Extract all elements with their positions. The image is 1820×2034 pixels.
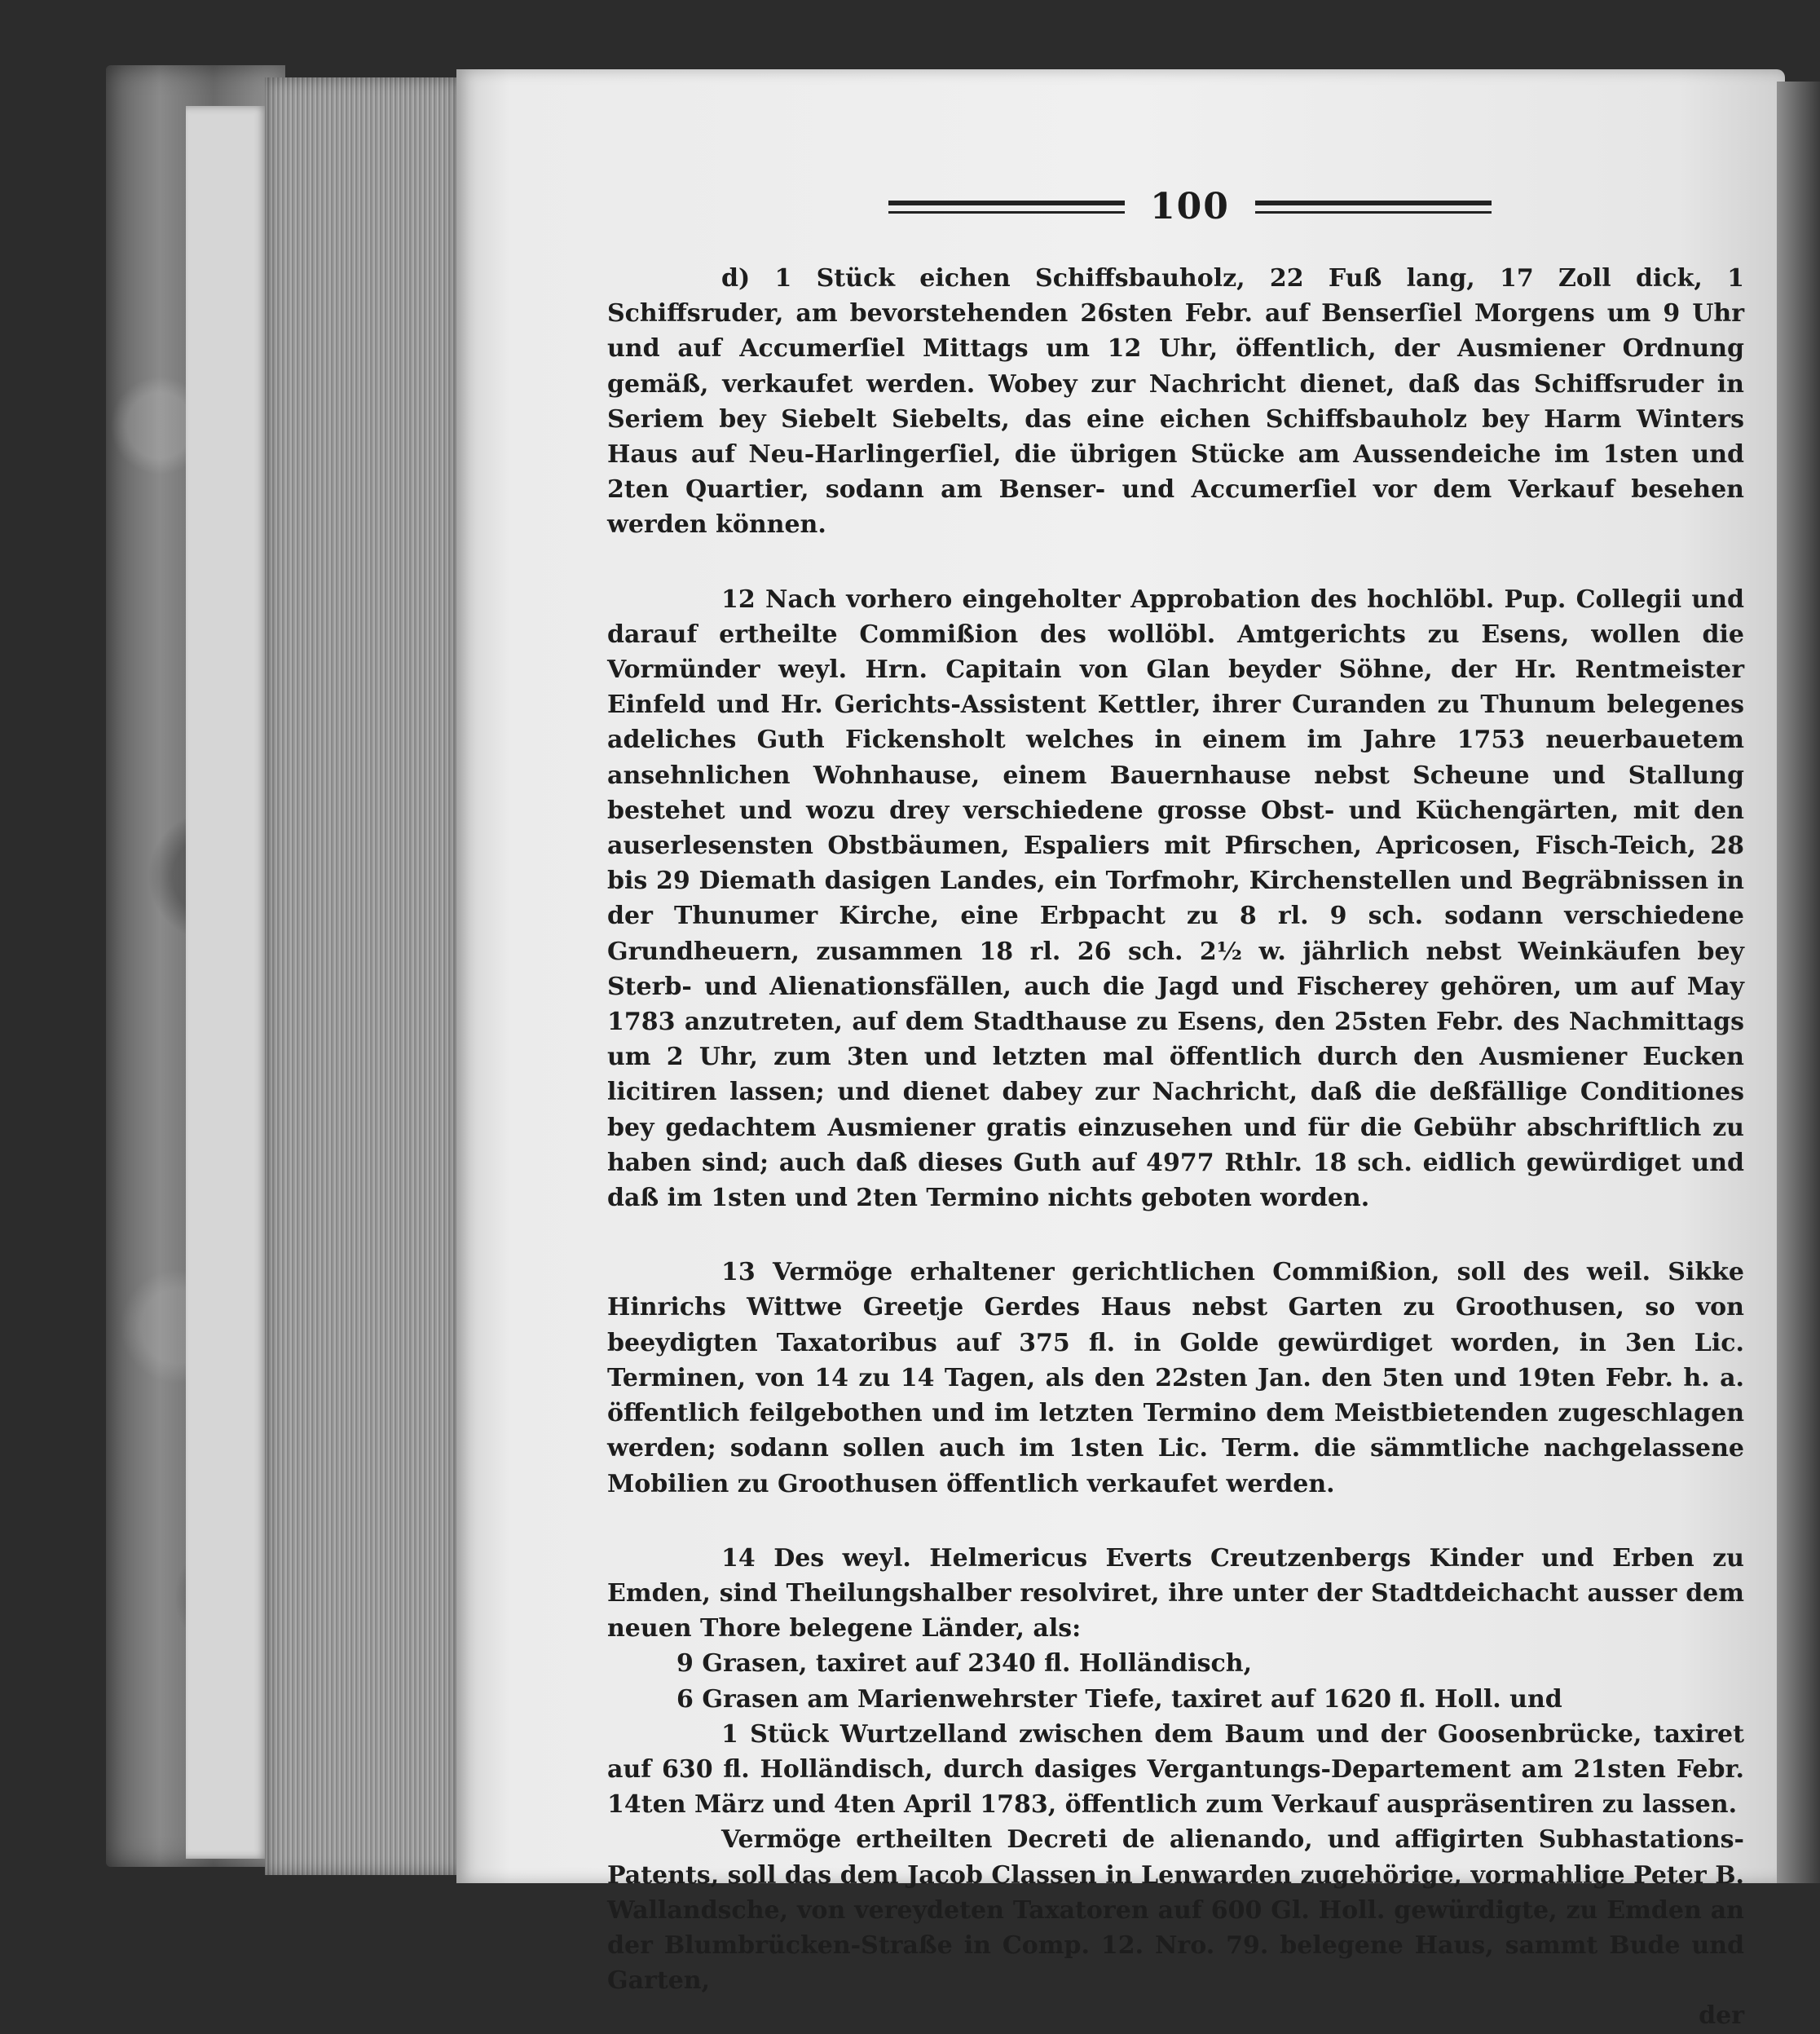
- paragraph-15: Vermöge ertheilten Decreti de alienando, und affigirten Subhastations-Patents, soll das dem Jacob Classen in Lenwarden zugehörige, vormahlige Peter B. Wallandsche, von vereydeten Taxatoren auf 600 Gl. Holl. gewürdigte, zu Emden an der Blumbrücken-Straße in Comp. 12. Nro. 79. belegene Haus, sammt Bude und Garten,: [607, 1825, 1744, 1996]
- paragraph-13: 13 Vermöge erhaltener gerichtlichen Commißion, soll des weil. Sikke Hinrichs Wittwe Greetje Gerdes Haus nebst Garten zu Groothusen, so von beeydigten Taxatoribus auf 375 fl. in Golde gewürdiget worden, in 3en Lic. Terminen, von 14 zu 14 Tagen, als den 22sten Jan. den 5ten und 19ten Febr. h. a. öffentlich feilgebothen und im letzten Termino dem Meistbietenden zugeschlagen werden; sodann sollen auch im 1sten Lic. Term. die sämmtliche nachgelassene Mobilien zu Groothusen öffentlich verkaufet werden.: [607, 1258, 1744, 1498]
- paragraph-d: d) 1 Stück eichen Schiffsbauholz, 22 Fuß lang, 17 Zoll dick, 1 Schiffsruder, am bevorstehenden 26sten Febr. auf Benserſiel Morgens um 9 Uhr und auf Accumerſiel Mittags um 12 Uhr, öffentlich, der Ausmiener Ordnung gemäß, verkaufet werden. Wobey zur Nachricht dienet, daß das Schiffsruder in Seriem bey Siebelt Siebelts, das eine eichen Schiffsbauholz bey Harm Winters Haus auf Neu-Harlingerſiel, die übrigen Stücke am Aussendeiche im 1sten und 2ten Quartier, sodann am Benser- und Accumerſiel vor dem Verkauf besehen werden können.: [607, 264, 1744, 540]
- paragraph-14-continued: 1 Stück Wurtzelland zwischen dem Baum und der Goosenbrücke, taxiret auf 630 fl. Holländisch, durch dasiges Vergantungs-Departement am 21sten Febr. 14ten März und 4ten April 1783, öffentlich zum Verkauf auspräsentiren zu lassen.: [607, 1719, 1744, 1820]
- paragraph-gap: [607, 1216, 1744, 1255]
- endpaper: [186, 106, 267, 1859]
- paragraph-14: 14 Des weyl. Helmericus Everts Creutzenbergs Kinder und Erben zu Emden, sind Theilungshalber resolviret, ihre unter der Stadtdeichacht ausser dem neuen Thore belegene Länder, als:: [607, 1543, 1744, 1644]
- page-edges: [265, 77, 461, 1875]
- list-item: 6 Grasen am Marienwehrster Tiefe, taxiret auf 1620 fl. Holl. und: [676, 1684, 1562, 1714]
- paragraph-gap: [607, 543, 1744, 582]
- header-rule-right: [1255, 201, 1492, 214]
- catchword: der: [1699, 2001, 1744, 2031]
- page-header: [888, 186, 1492, 235]
- paragraph-gap: [607, 1502, 1744, 1541]
- paragraph-12: 12 Nach vorhero eingeholter Approbation des hochlöbl. Pup. Collegii und darauf ertheilte Commißion des wollöbl. Amtgerichts zu Esens, wollen die Vormünder weyl. Hrn. Capitain von Glan beyder Söhne, der Hr. Rentmeister Einfeld und Hr. Gerichts-Assistent Kettler, ihrer Curanden zu Thunum belegenes adeliches Guth Fickensholt welches in einem im Jahre 1753 neuerbauetem ansehnlichen Wohnhause, einem Bauernhause nebst Scheune und Stallung bestehet und wozu drey verschiedene grosse Obst- und Küchengärten, mit den auserlesensten Obstbäumen, Espaliers mit Pfirschen, Apricosen, Fisch-Teich, 28 bis 29 Diemath dasigen Landes, ein Torfmohr, Kirchenstellen und Begräbnissen in der Thunumer Kirche, eine Erbpacht zu 8 rl. 9 sch. sodann verschiedene Grundheuern, zusammen 18 rl. 26 sch. 2½ w. jährlich nebst Weinkäufen bey Sterb- und Alienationsfällen, auch die Jagd und Fischerey gehören, um auf May 1783 anzutreten, auf dem Stadthause zu Esens, den 25sten Febr. des Nachmittags um 2 Uhr, zum 3ten und letzten mal öffentlich durch den Ausmiener Eucken licitiren lassen; und dienet dabey zur Nachricht, daß die deßfällige Conditiones bey gedachtem Ausmiener gratis einzusehen und für die Gebühr abschriftlich zu haben sind; auch daß dieses Guth auf 4977 Rthlr. 18 sch. eidlich gewürdiget und daß im 1sten und 2ten Termino nichts geboten worden.: [607, 585, 1744, 1213]
- page-text: [607, 261, 1744, 2034]
- gutter-shadow: [1777, 82, 1820, 1883]
- list-item: 9 Grasen, taxiret auf 2340 fl. Holländisch,: [676, 1649, 1253, 1679]
- page-number: 100: [1150, 186, 1230, 227]
